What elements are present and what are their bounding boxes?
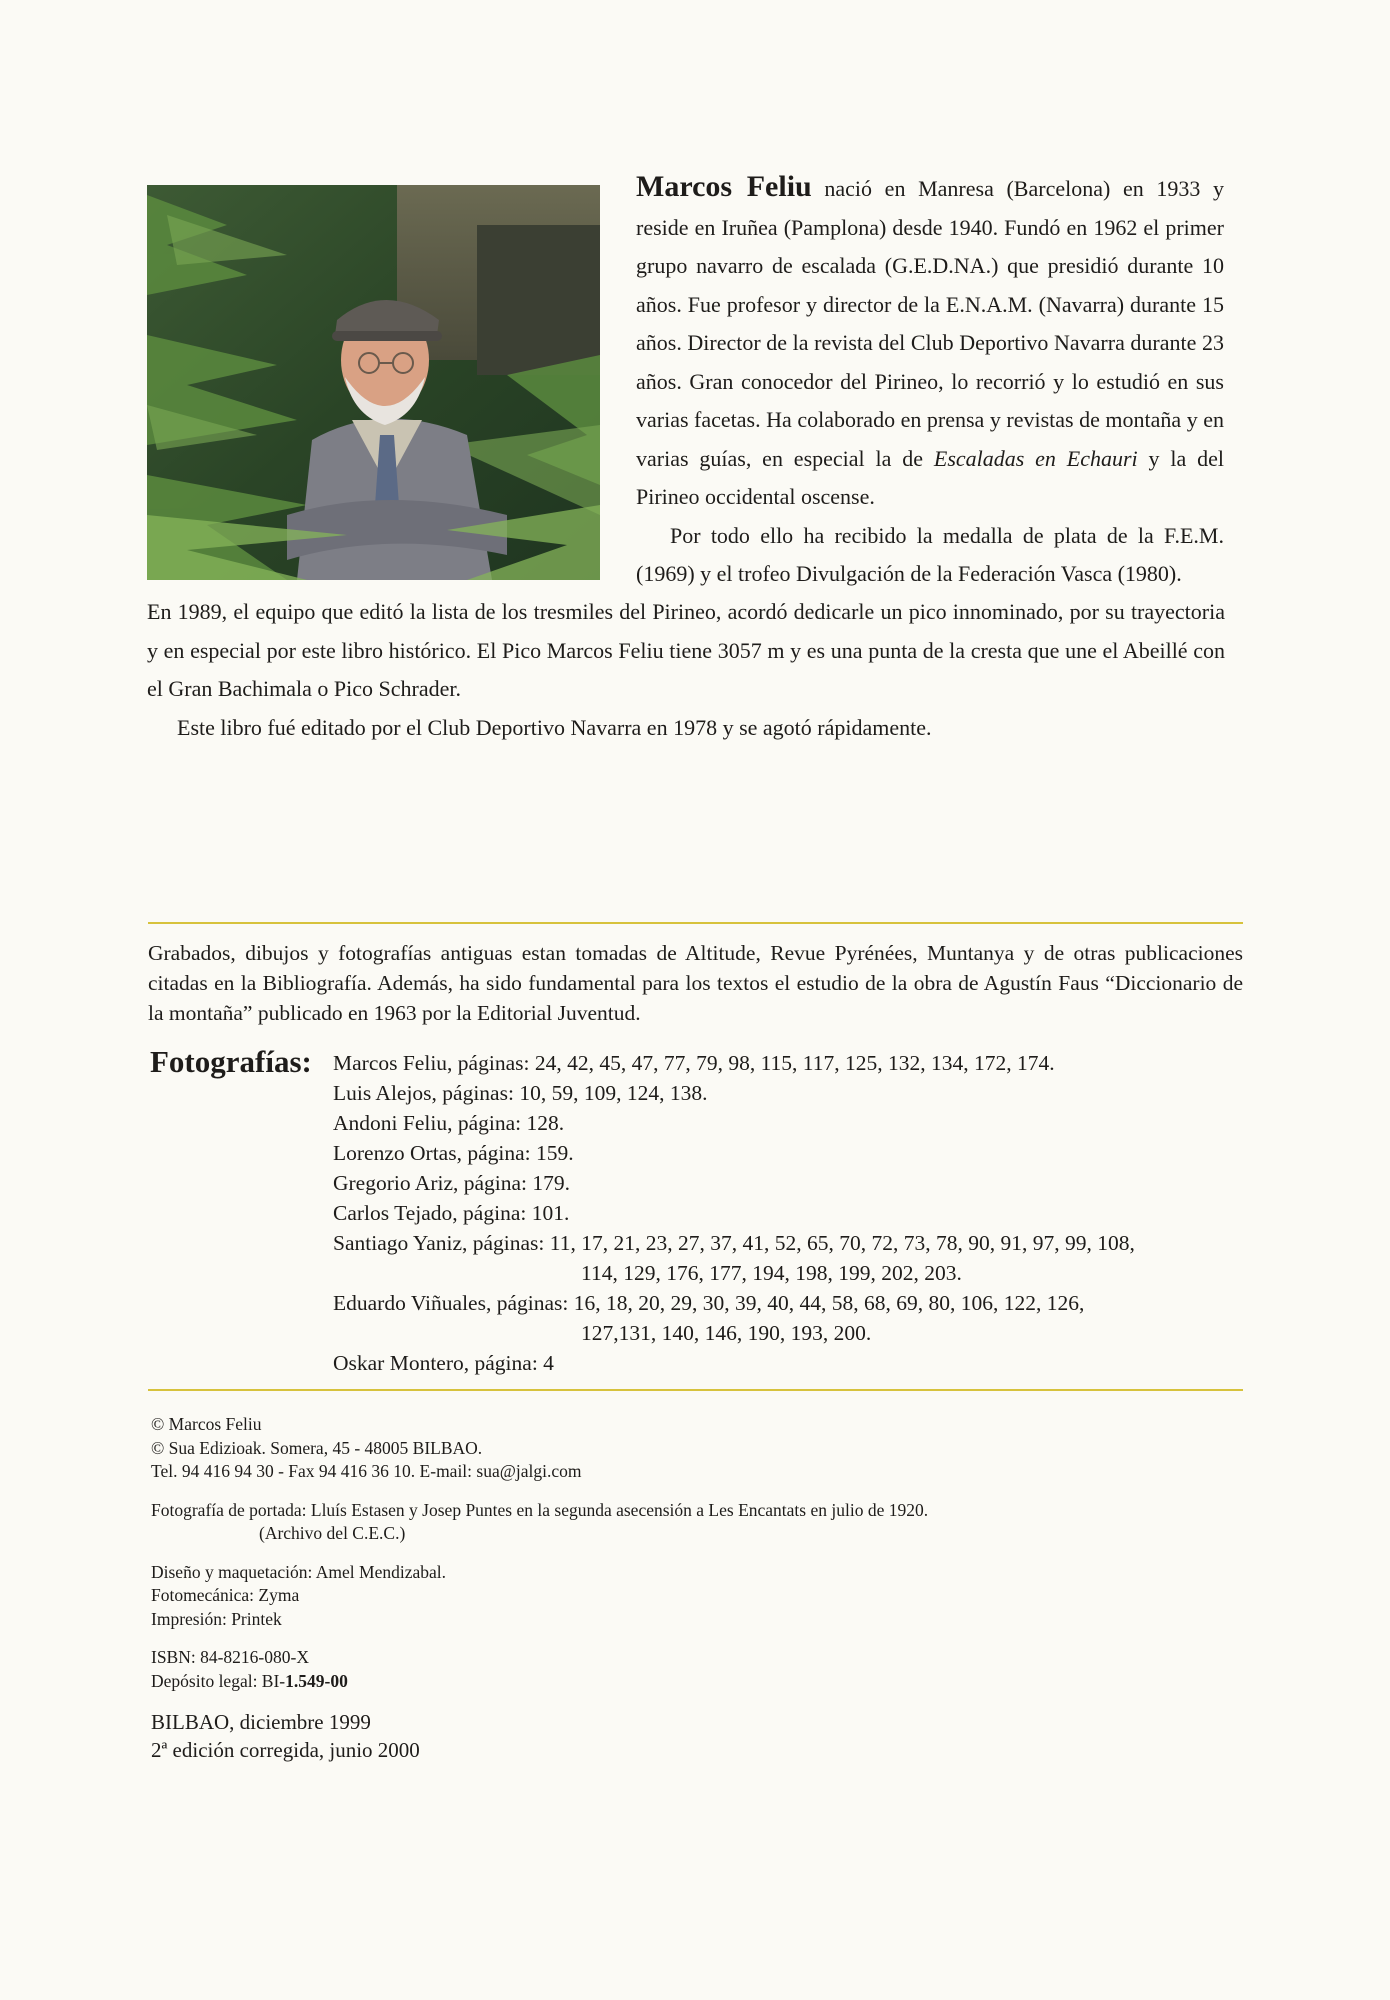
- photo-credit: Andoni Feliu, página: 128.: [333, 1111, 565, 1135]
- photo-credit-continued: 127,131, 140, 146, 190, 193, 200.: [581, 1321, 872, 1345]
- photo-credit: Oskar Montero, página: 4: [333, 1351, 554, 1375]
- photos-heading: Fotografías:: [150, 1044, 312, 1079]
- author-photo: [147, 185, 600, 580]
- design-credit: Diseño y maquetación: Amel Mendizabal.: [151, 1561, 446, 1582]
- copyright-author: © Marcos Feliu: [151, 1414, 262, 1434]
- bio-paragraph-2: Por todo ello ha recibido la medalla de plata de la F.E.M. (1969) y el trofeo Divulgación de la Federación Vasca (1980).: [636, 522, 1224, 586]
- isbn: ISBN: 84-8216-080-X: [151, 1647, 309, 1667]
- photo-credit: Santiago Yaniz, páginas: 11, 17, 21, 23, 27, 37, 41, 52, 65, 70, 72, 73, 78, 90, 91, 97, 99, 108, 114, 129, 176, 177, 194, 198, 199, 202, 203.: [333, 1228, 1263, 1288]
- bio-text-end: y la del Pirineo occidental oscense.: [636, 445, 1224, 509]
- photomechanics-credit: Fotomecánica: Zyma: [151, 1585, 300, 1605]
- colophon: [151, 1413, 1151, 1779]
- sources-note: Grabados, dibujos y fotografías antiguas estan tomadas de Altitude, Revue Pyrénées, Muntanya y de otras publicaciones citadas en la Bibliografía. Además, ha sido fundamental para los textos el estudio de la obra de Agustín Faus “Diccionario de la montaña” publicado en 1963 por la Editorial Juventud.: [148, 941, 1243, 1025]
- author-bio: [636, 168, 1224, 594]
- printing-credit: Impresión: Printek: [151, 1608, 282, 1629]
- photo-credit: Lorenzo Ortas, página: 159.: [333, 1141, 574, 1165]
- bio-continuation: [147, 593, 1225, 747]
- cover-archive: (Archivo del C.E.C.): [259, 1523, 406, 1543]
- photo-credit-continued: 114, 129, 176, 177, 194, 198, 199, 202, 203.: [581, 1261, 962, 1285]
- publisher-contact: Tel. 94 416 94 30 - Fax 94 416 36 10. E-mail: sua@jalgi.com: [151, 1461, 582, 1481]
- photo-credits-list: [333, 1048, 1263, 1378]
- copyright-publisher: © Sua Edizioak. Somera, 45 - 48005 BILBAO.: [151, 1437, 483, 1458]
- photo-credit: Carlos Tejado, página: 101.: [333, 1201, 570, 1225]
- edition-note: 2ª edición corregida, junio 2000: [151, 1738, 420, 1762]
- book-title-reference: Escaladas en Echauri: [933, 445, 1138, 471]
- photo-credit: Luis Alejos, páginas: 10, 59, 109, 124, 138.: [333, 1081, 708, 1105]
- cover-photo-credit: Fotografía de portada: Lluís Estasen y Josep Puntes en la segunda asecensión a Les Encantats en julio de 1920.: [151, 1499, 929, 1520]
- photo-credit: Marcos Feliu, páginas: 24, 42, 45, 47, 77, 79, 98, 115, 117, 125, 132, 134, 172, 174.: [333, 1051, 1055, 1075]
- bio-paragraph-3: En 1989, el equipo que editó la lista de los tresmiles del Pirineo, acordó dedicarle un pico innominado, por su trayectoria y en especial por este libro histórico. El Pico Marcos Feliu tiene 3057 m y es una punta de la cresta que une el Abeillé con el Gran Bachimala o Pico Schrader.: [147, 599, 1225, 701]
- bio-paragraph-4: Este libro fué editado por el Club Deportivo Navarra en 1978 y se agotó rápidamente.: [177, 714, 932, 740]
- divider-top: [148, 922, 1243, 924]
- divider-bottom: [148, 1389, 1243, 1391]
- bio-text: nació en Manresa (Barcelona) en 1933 y reside en Iruñea (Pamplona) desde 1940. Fundó en 1962 el primer grupo navarro de escalada (G.E.D.NA.) que presidió durante 10 años. Fue profesor y director de la E.N.A.M. (Navarra) durante 15 años. Director de la revista del Club Deportivo Navarra durante 23 años. Gran conocedor del Pirineo, lo recorrió y lo estudió en sus varias facetas. Ha colaborado en prensa y revistas de montaña y en varias guías, en especial la de: [636, 176, 1225, 471]
- place-date: BILBAO, diciembre 1999: [151, 1710, 371, 1734]
- author-name: Marcos Feliu: [636, 170, 812, 203]
- bio-paragraph-1: [636, 168, 1224, 517]
- photo-credit: Eduardo Viñuales, páginas: 16, 18, 20, 29, 30, 39, 40, 44, 58, 68, 69, 80, 106, 122, 126, 127,131, 140, 146, 190, 193, 200.: [333, 1288, 1263, 1348]
- photo-credit: Gregorio Ariz, página: 179.: [333, 1171, 571, 1195]
- legal-deposit: Depósito legal: BI-1.549-00: [151, 1670, 348, 1691]
